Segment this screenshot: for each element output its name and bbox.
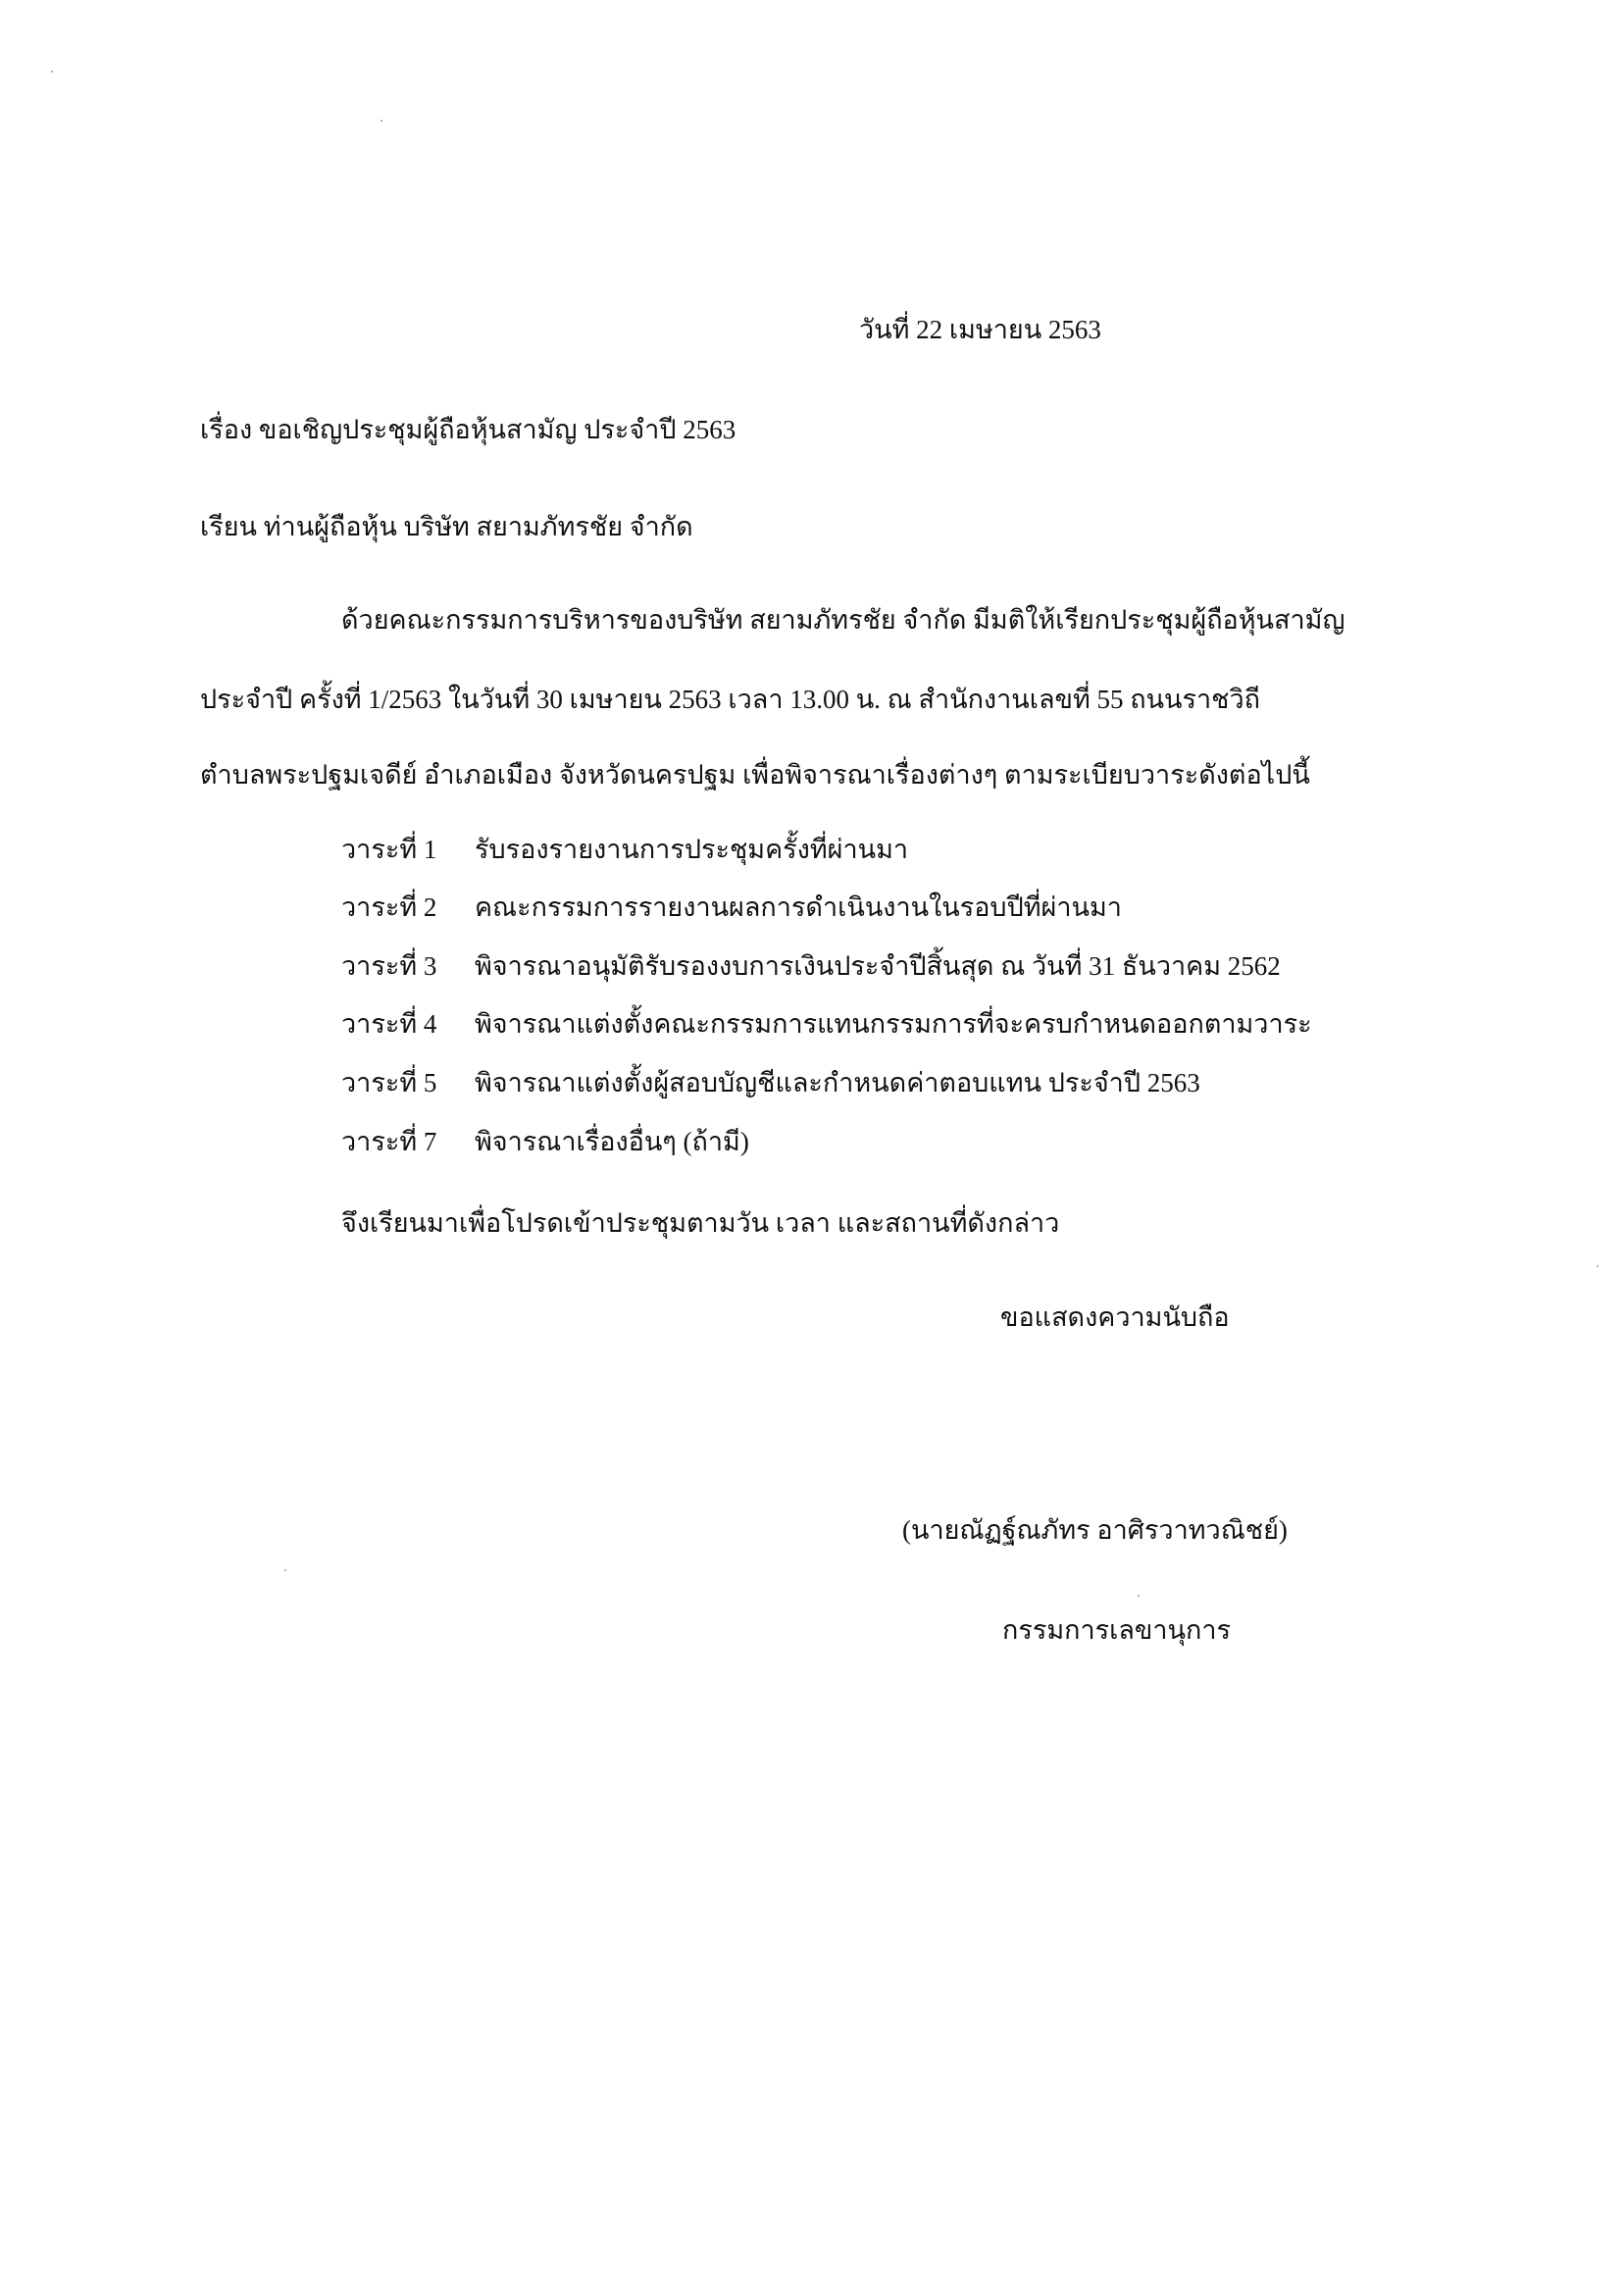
agenda-text: คณะกรรมการรายงานผลการดำเนินงานในรอบปีที่ผ่านมา	[475, 892, 1122, 922]
agenda-text: พิจารณาเรื่องอื่นๆ (ถ้ามี)	[475, 1127, 749, 1156]
signatory-name: (นายณัฏฐ์ณภัทร อาศิรวาทวณิชย์)	[902, 1515, 1288, 1545]
letter-date: วันที่ 22 เมษายน 2563	[859, 315, 1101, 344]
scan-speck	[381, 120, 382, 122]
letter-recipient: เรียน ท่านผู้ถือหุ้น บริษัท สยามภัทรชัย จำกัด	[200, 512, 693, 541]
agenda-item	[341, 832, 908, 867]
agenda-number: วาระที่ 2	[341, 892, 437, 922]
agenda-text: พิจารณาแต่งตั้งคณะกรรมการแทนกรรมการที่จะครบกำหนดออกตามวาระ	[475, 1009, 1312, 1039]
closing-line: จึงเรียนมาเพื่อโปรดเข้าประชุมตามวัน เวลา และสถานที่ดังกล่าว	[341, 1208, 1060, 1238]
scan-speck	[1597, 1265, 1599, 1267]
signatory-title: กรรมการเลขานุการ	[1002, 1615, 1232, 1645]
agenda-item	[341, 1006, 1312, 1042]
regards: ขอแสดงความนับถือ	[1000, 1302, 1230, 1332]
body-line-3: ตำบลพระปฐมเจดีย์ อำเภอเมือง จังหวัดนครปฐม เพื่อพิจารณาเรื่องต่างๆ ตามระเบียบวาระดังต่อไปนี้	[200, 760, 1310, 790]
scan-speck	[284, 1569, 286, 1571]
agenda-item	[341, 890, 1122, 925]
scan-speck	[51, 71, 53, 73]
body-line-1: ด้วยคณะกรรมการบริหารของบริษัท สยามภัทรชัย จำกัด มีมติให้เรียกประชุมผู้ถือหุ้นสามัญ	[341, 605, 1345, 635]
letter-subject: เรื่อง ขอเชิญประชุมผู้ถือหุ้นสามัญ ประจำปี 2563	[200, 415, 736, 444]
agenda-number: วาระที่ 7	[341, 1127, 437, 1156]
agenda-number: วาระที่ 5	[341, 1068, 437, 1097]
agenda-item	[341, 1124, 749, 1159]
scan-speck	[1138, 1595, 1140, 1597]
agenda-number: วาระที่ 4	[341, 1009, 437, 1039]
agenda-number: วาระที่ 3	[341, 951, 437, 981]
agenda-text: รับรองรายงานการประชุมครั้งที่ผ่านมา	[475, 835, 909, 864]
agenda-text: พิจารณาแต่งตั้งผู้สอบบัญชีและกำหนดค่าตอบแทน ประจำปี 2563	[475, 1068, 1200, 1097]
agenda-item	[341, 1065, 1200, 1100]
body-line-2: ประจำปี ครั้งที่ 1/2563 ในวันที่ 30 เมษายน 2563 เวลา 13.00 น. ณ สำนักงานเลขที่ 55 ถนนราชวิถี	[200, 685, 1261, 714]
agenda-text: พิจารณาอนุมัติรับรองงบการเงินประจำปีสิ้นสุด ณ วันที่ 31 ธันวาคม 2562	[475, 951, 1281, 981]
agenda-item	[341, 948, 1281, 984]
agenda-number: วาระที่ 1	[341, 835, 437, 864]
